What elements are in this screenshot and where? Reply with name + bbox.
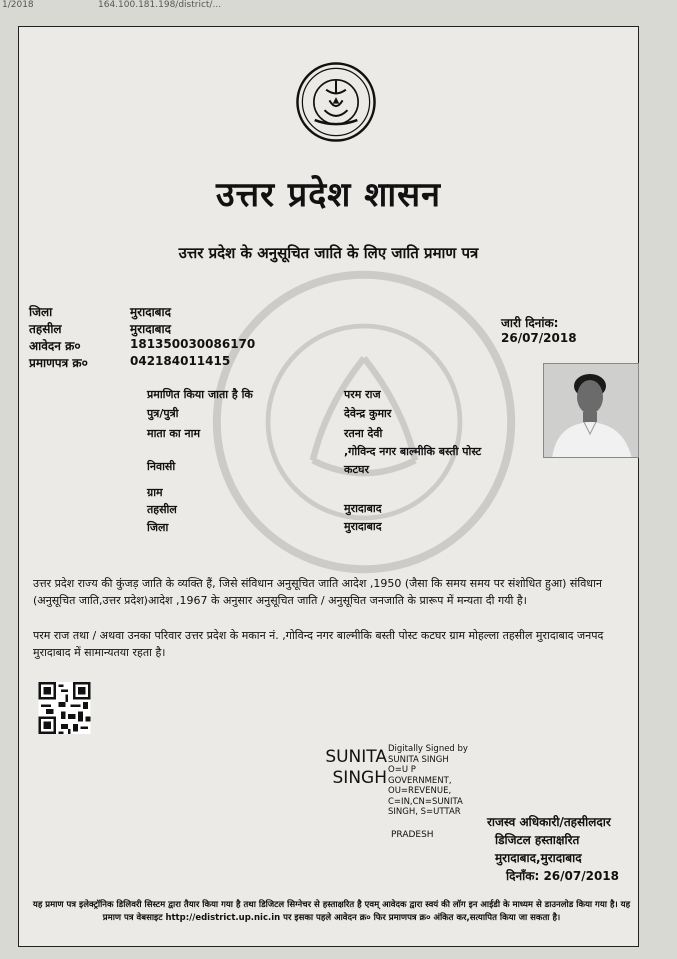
residence-statement: परम राज तथा / अथवा उनका परिवार उत्तर प्रदेश के मकान नं. ,गोविन्द नगर बाल्मीकि बस्ती पोस्ट कटघर ग्राम मोहल्ला तहसील मुरादाबाद जनपद मुरादाबाद में सामान्यतया रहता है।: [33, 629, 604, 659]
district-value: मुरादाबाद: [130, 305, 172, 319]
parent-label: पुत्र/पुत्री: [147, 407, 179, 420]
parent-name: देवेन्द्र कुमार: [344, 407, 392, 420]
caste-statement: उत्तर प्रदेश राज्य की कुंजड़ जाति के व्यक्ति हैं, जिसे संविधान अनुसूचित जाति आदेश ,1950 (जैसा कि समय समय पर संशोधित हुआ) संविधान (अनुसूचित जाति,उत्तर प्रदेश)आदेश ,1967 के अनुसार अनुसूचित जाति / अनुसूचित जनजाति के प्रारूप में मन्यता दी गयी है।: [33, 577, 603, 607]
resident-address-line1: ,गोविन्द नगर बाल्मीकि बस्ती पोस्ट: [344, 445, 482, 458]
certificate-page: [18, 26, 639, 947]
signature-line: OU=REVENUE,: [388, 786, 452, 796]
tehsil-value: मुरादाबाद: [130, 322, 172, 336]
signature-line: SINGH, S=UTTAR: [388, 807, 461, 817]
resident-label: निवासी: [147, 460, 176, 473]
print-date: 1/2018: [2, 0, 34, 10]
resident-address-line2: कटघर: [344, 463, 369, 476]
detail-tehsil-label: तहसील: [147, 503, 177, 516]
footer-note: यह प्रमाण पत्र इलेक्ट्रॉनिक डिलिवरी सिस्टम द्वारा तैयार किया गया है तथा डिजिटल सिग्नेचर से हस्ताक्षरित है एवम् आवेदक द्वारा स्वयं की लॉग इन आईडी के माध्यम से डाउनलोड किया गया है। यह प्रमाण पत्र वेबसाइट http://edistrict.up.nic.in पर इसका पहले आवेदन क्र० फिर प्रमाणपत्र क्र० अंकित कर,सत्यापित किया जा सकता है।: [32, 900, 631, 923]
watermark-seal-icon: [204, 262, 524, 582]
application-number-label: आवेदन क्र०: [29, 339, 81, 353]
mother-name: रतना देवी: [344, 427, 383, 440]
officer-signed: डिजिटल हस्ताक्षरित: [495, 833, 580, 847]
mother-label: माता का नाम: [147, 427, 201, 440]
signer-name: [307, 747, 387, 789]
detail-tehsil-value: मुरादाबाद: [344, 502, 382, 515]
signer-first-name: SUNITA: [325, 747, 387, 767]
certificate-subtitle: उत्तर प्रदेश के अनुसूचित जाति के लिए जाति प्रमाण पत्र: [178, 244, 479, 262]
digital-signature-details: [388, 744, 468, 818]
district-label: जिला: [29, 305, 53, 319]
page-title: उत्तर प्रदेश शासन: [215, 175, 441, 215]
signature-line: Digitally Signed by: [388, 744, 468, 754]
up-government-seal-icon: [295, 61, 377, 143]
detail-district-value: मुरादाबाद: [344, 520, 382, 533]
certificate-number-label: प्रमाणपत्र क्र०: [29, 356, 88, 370]
officer-place: मुरादाबाद,मुरादाबाद: [495, 851, 582, 865]
certify-label: प्रमाणित किया जाता है कि: [147, 388, 253, 401]
village-label: ग्राम: [147, 486, 163, 499]
signer-last-name: SINGH: [332, 768, 387, 788]
certify-name: परम राज: [344, 388, 381, 401]
officer-date: दिनाँक: 26/07/2018: [506, 869, 620, 883]
detail-district-label: जिला: [147, 521, 169, 534]
tehsil-label: तहसील: [29, 322, 62, 336]
application-number-value: 181350030086170: [130, 337, 256, 351]
signature-line: O=U P: [388, 765, 416, 775]
certificate-number-value: 042184011415: [130, 354, 231, 368]
signature-line: GOVERNMENT,: [388, 775, 452, 786]
signature-line: SUNITA SINGH: [388, 754, 449, 765]
signature-pradesh: PRADESH: [391, 830, 434, 840]
browser-print-header: [0, 0, 677, 14]
print-url: 164.100.181.198/district/...: [98, 0, 222, 10]
officer-title: राजस्व अधिकारी/तहसीलदार: [487, 815, 611, 829]
applicant-photo: [543, 363, 639, 458]
issue-date: जारी दिनांक: 26/07/2018: [501, 316, 577, 345]
signature-line: C=IN,CN=SUNITA: [388, 796, 463, 807]
qr-code-icon: [37, 682, 92, 734]
